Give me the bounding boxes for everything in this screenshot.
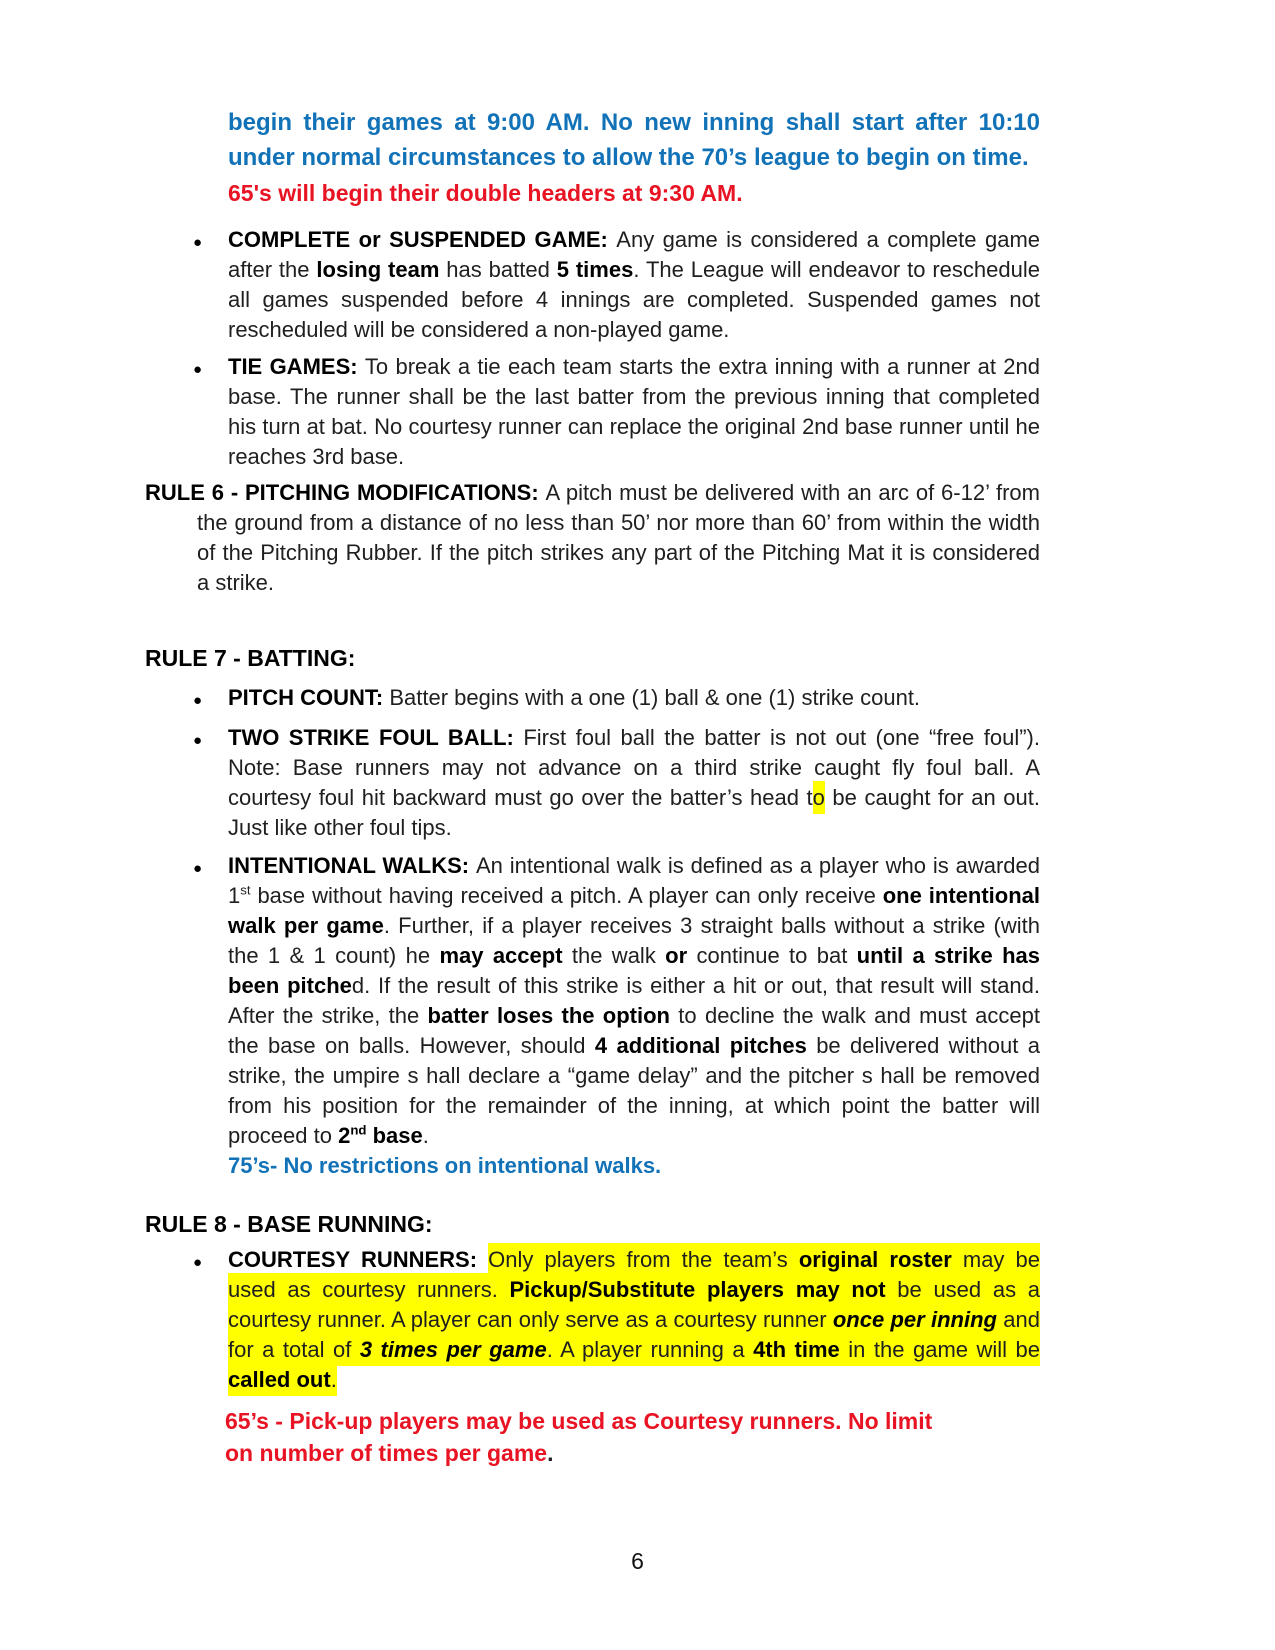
text-run: . A player running a	[547, 1333, 753, 1366]
text-run: COMPLETE or SUSPENDED GAME:	[228, 227, 617, 252]
text-run: and for a total of	[228, 1303, 1040, 1366]
text-run: be used as a courtesy runner. A player can only serve as a courtesy runner	[228, 1273, 1040, 1336]
text-run: Pickup/Substitute players may not	[510, 1273, 886, 1306]
text-run: losing team	[316, 257, 440, 282]
text-run: 3 times per game	[360, 1333, 547, 1366]
bullet-icon: ●	[193, 361, 203, 378]
bullet-icon: ●	[193, 234, 203, 251]
text-run: RULE 6 - PITCHING MODIFICATIONS:	[145, 480, 546, 505]
text-run: o	[813, 781, 825, 814]
text-run: 2	[338, 1123, 351, 1148]
text-run: original roster	[799, 1243, 952, 1276]
text-run: TWO STRIKE FOUL BALL:	[228, 725, 524, 750]
document-content	[145, 105, 1040, 1469]
text-run: 65's will begin their double headers at 9:30 AM.	[228, 180, 743, 206]
bullet-icon: ●	[193, 732, 203, 749]
text-run: A pitch must be delivered with an arc of 6-12’ from the ground from a distance of no less than 50’ nor more than 60’ from within the width of the Pitching Rubber. If the pitch strikes any part of the Pitching Mat it is considered a strike.	[197, 480, 1040, 595]
text-run: begin their games at 9:00 AM. No new inning shall start after 10:10 under normal circumstances to allow the 70’s league to begin on time.	[228, 109, 1040, 171]
text-run: in the game will be	[840, 1333, 1040, 1366]
rule-8-heading	[145, 1209, 1040, 1239]
text-run: to decline the walk and must accept the base on balls. However, should	[228, 1003, 1040, 1058]
text-run: COURTESY RUNNERS:	[228, 1247, 489, 1272]
text-run: To break a tie each team starts the extra inning with a runner at 2nd base. The runner shall be the last batter from the previous inning that completed his turn at bat. No courtesy runner can replace the original 2nd base runner until he reaches 3rd base.	[228, 354, 1040, 469]
bullet-icon: ●	[193, 860, 203, 877]
text-run: Any game is considered a complete game after the	[228, 227, 1041, 282]
text-run: base without having received a pitch. A player can only receive	[250, 883, 883, 908]
text-run: RULE 8 - BASE RUNNING:	[145, 1211, 433, 1237]
text-run: 75’s- No restrictions on intentional walks.	[228, 1153, 662, 1178]
text-run: An intentional walk is defined as a player who is awarded 1	[228, 853, 1040, 908]
text-run: one intentional walk per game	[228, 883, 1040, 938]
bullet-tie-games	[145, 352, 1040, 472]
text-run: .	[422, 1123, 429, 1148]
bullet-pitch-count	[145, 683, 1040, 713]
text-run: TIE GAMES:	[228, 354, 365, 379]
rule-7-heading	[145, 643, 1040, 673]
text-run: called out	[228, 1363, 331, 1396]
text-run: INTENTIONAL WALKS:	[228, 853, 476, 878]
text-run: . Further, if a player receives 3 straight balls without a strike (with the 1 & 1 count) he	[228, 913, 1040, 968]
text-run: First foul ball the batter is not out (one “free foul”). Note: Base runners may not advance on a third strike caught fly foul ball. A courtesy foul hit backward must go over the batter’s head t	[228, 725, 1040, 810]
text-run: .	[547, 1440, 554, 1466]
page-number: 6	[631, 1548, 644, 1574]
lead-paragraph-red	[228, 177, 1040, 209]
text-run: PITCH COUNT:	[228, 685, 390, 710]
bullet-icon: ●	[193, 1254, 203, 1271]
text-run: Only players from the team’s	[488, 1243, 799, 1276]
text-run: nd	[350, 1122, 367, 1138]
text-run: Batter begins with a one (1) ball & one (1) strike count.	[389, 685, 921, 710]
text-run: may be used as courtesy runners.	[228, 1243, 1040, 1306]
text-run: base	[366, 1123, 423, 1148]
text-run: d. If the result of this strike is either a hit or out, that result will stand. After the strike, the	[228, 973, 1041, 1028]
text-run: st	[240, 882, 251, 898]
text-run: once per inning	[833, 1303, 997, 1336]
text-run: may accept	[439, 943, 563, 968]
text-run: .	[331, 1363, 337, 1396]
bullet-complete-suspended-game	[145, 225, 1040, 345]
text-run: has batted	[439, 257, 557, 282]
text-run: . The League will endeavor to reschedule all games suspended before 4 innings are completed. Suspended games not rescheduled will be considered a non-played game.	[228, 257, 1040, 342]
text-run: or	[665, 943, 688, 968]
bullet-two-strike-foul-ball	[145, 723, 1040, 843]
text-run: on number of times per game	[225, 1440, 548, 1466]
bullet-intentional-walks	[145, 851, 1040, 1181]
text-run: continue to bat	[687, 943, 857, 968]
rule-6-paragraph	[145, 478, 1040, 598]
text-run: the walk	[562, 943, 666, 968]
text-run: be delivered without a strike, the umpire s hall declare a “game delay” and the pitcher s hall be removed from his position for the remainder of the inning, at which point the batter will proceed to	[228, 1033, 1041, 1148]
bullet-icon: ●	[193, 692, 203, 709]
text-run: be caught for an out. Just like other foul tips.	[228, 785, 1040, 840]
text-run: until a strike has been pitche	[228, 943, 1040, 998]
text-run: 5 times	[556, 257, 634, 282]
text-run: batter loses the option	[427, 1003, 670, 1028]
text-run: 4 additional pitches	[594, 1033, 807, 1058]
bullet-courtesy-runners	[145, 1245, 1040, 1395]
text-run: 4th time	[753, 1333, 840, 1366]
text-run: 65’s - Pick-up players may be used as Courtesy runners. No limit	[225, 1408, 933, 1434]
text-run: RULE 7 - BATTING:	[145, 645, 356, 671]
lead-paragraph-blue	[228, 105, 1040, 175]
red-note-65s	[225, 1405, 1040, 1469]
